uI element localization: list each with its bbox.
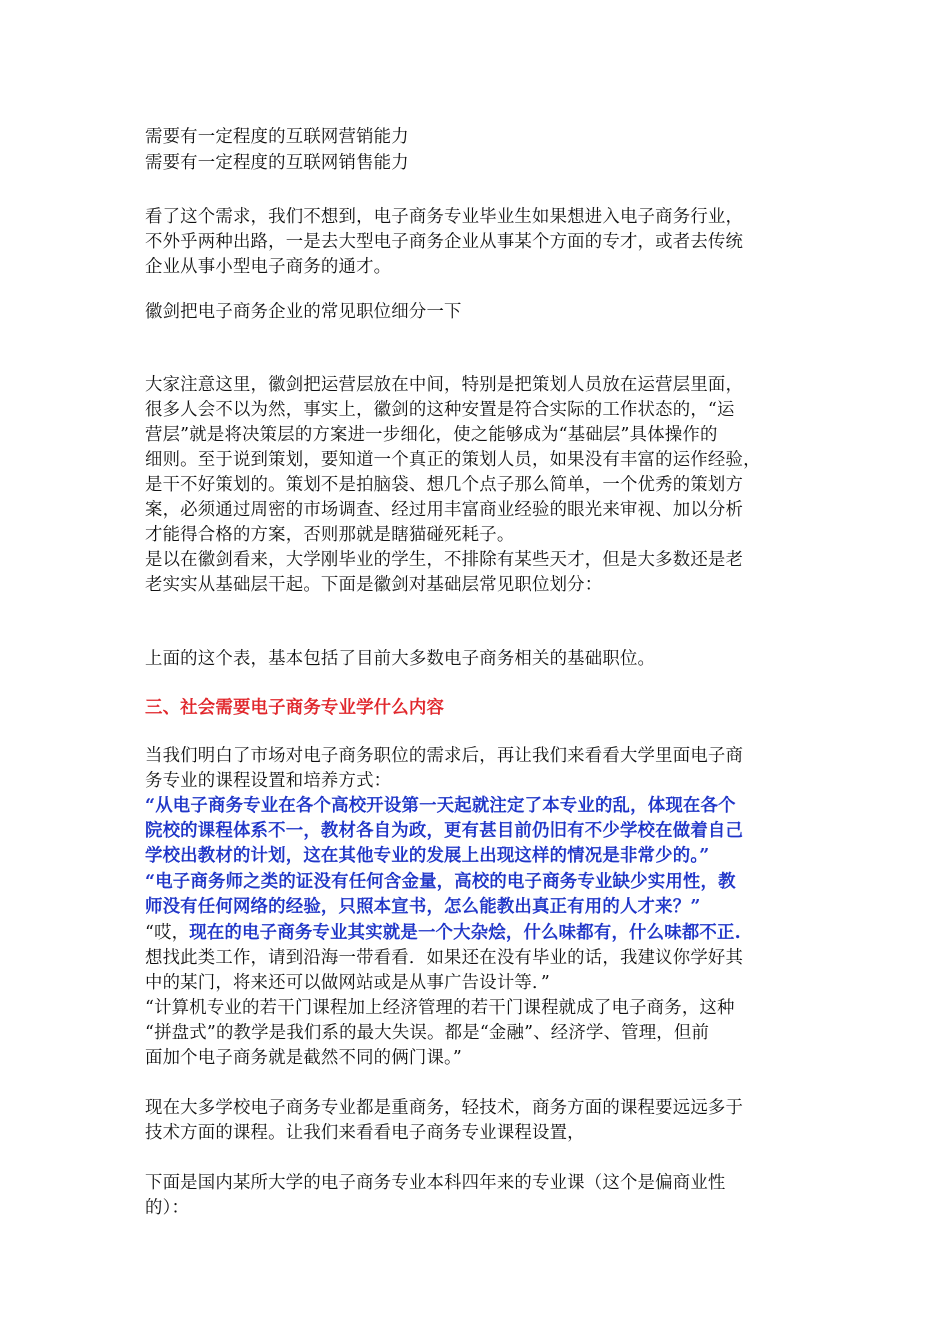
paragraph-line: 徽剑把电子商务企业的常见职位细分一下 xyxy=(145,302,462,322)
quote-bold-text: 现在的电子商务专业其实就是一个大杂烩，什么味都有，什么味都不正. xyxy=(189,923,741,943)
paragraph-line: 不外乎两种出路，一是去大型电子商务企业从事某个方面的专才，或者去传统 xyxy=(145,232,744,252)
paragraph-line: 是以在徽剑看来，大学刚毕业的学生，不排除有某些天才，但是大多数还是老 xyxy=(145,550,744,570)
quote-line: 中的某门，将来还可以做网站或是从事广告设计等．” xyxy=(145,973,550,993)
paragraph-line: 才能得合格的方案，否则那就是瞎猫碰死耗子。 xyxy=(145,525,515,545)
paragraph-line: 案，必须通过周密的市场调查、经过用丰富商业经验的眼光来审视、加以分析 xyxy=(145,500,744,520)
paragraph-line: 现在大多学校电子商务专业都是重商务，轻技术，商务方面的课程要远远多于 xyxy=(145,1098,744,1118)
paragraph-line: 大家注意这里，徽剑把运营层放在中间，特别是把策划人员放在运营层里面， xyxy=(145,375,744,395)
quote-line: 学校出教材的计划，这在其他专业的发展上出现这样的情况是非常少的。” xyxy=(145,846,710,866)
paragraph-line: 企业从事小型电子商务的通才。 xyxy=(145,257,392,277)
quote-line: “计算机专业的若干门课程加上经济管理的若干门课程就成了电子商务，这种 xyxy=(145,998,735,1018)
quote-line: “电子商务师之类的证没有任何含金量，高校的电子商务专业缺少实用性，教 xyxy=(145,872,736,892)
paragraph-line: 技术方面的课程。让我们来看看电子商务专业课程设置， xyxy=(145,1123,585,1143)
quote-line-mixed xyxy=(145,920,741,946)
quote-line: “拼盘式”的教学是我们系的最大失误。都是“金融”、经济学、管理，但前 xyxy=(145,1023,710,1043)
paragraph-line: 是干不好策划的。策划不是拍脑袋、想几个点子那么简单，一个优秀的策划方 xyxy=(145,475,744,495)
quote-line: 想找此类工作，请到沿海一带看看．如果还在没有毕业的话，我建议你学好其 xyxy=(145,948,744,968)
quote-line: 院校的课程体系不一，教材各自为政，更有甚目前仍旧有不少学校在做着自己 xyxy=(145,821,744,841)
section-heading: 三、社会需要电子商务专业学什么内容 xyxy=(145,698,445,718)
paragraph-line: 看了这个需求，我们不想到，电子商务专业毕业生如果想进入电子商务行业， xyxy=(145,207,744,227)
paragraph-line: 老实实从基础层干起。下面是徽剑对基础层常见职位划分： xyxy=(145,575,603,595)
paragraph-line: 细则。至于说到策划，要知道一个真正的策划人员，如果没有丰富的运作经验， xyxy=(145,450,761,470)
requirement-line: 需要有一定程度的互联网销售能力 xyxy=(145,153,409,173)
quote-line: 师没有任何网络的经验，只照本宣书，怎么能教出真正有用的人才来？” xyxy=(145,897,701,917)
quote-line: “从电子商务专业在各个高校开设第一天起就注定了本专业的乱，体现在各个 xyxy=(145,796,736,816)
quote-line: 面加个电子商务就是截然不同的俩门课。” xyxy=(145,1048,463,1068)
requirement-line: 需要有一定程度的互联网营销能力 xyxy=(145,127,409,147)
paragraph-line: 务专业的课程设置和培养方式： xyxy=(145,771,392,791)
paragraph-line: 上面的这个表，基本包括了目前大多数电子商务相关的基础职位。 xyxy=(145,649,656,669)
paragraph-line: 下面是国内某所大学的电子商务专业本科四年来的专业课（这个是偏商业性 xyxy=(145,1173,726,1193)
quote-open-text: “哎， xyxy=(145,923,190,943)
paragraph-line: 很多人会不以为然，事实上，徽剑的这种安置是符合实际的工作状态的，“运 xyxy=(145,400,735,420)
paragraph-line: 的）： xyxy=(145,1198,190,1218)
paragraph-line: 当我们明白了市场对电子商务职位的需求后，再让我们来看看大学里面电子商 xyxy=(145,746,744,766)
paragraph-line: 营层”就是将决策层的方案进一步细化，使之能够成为“基础层”具体操作的 xyxy=(145,425,718,445)
